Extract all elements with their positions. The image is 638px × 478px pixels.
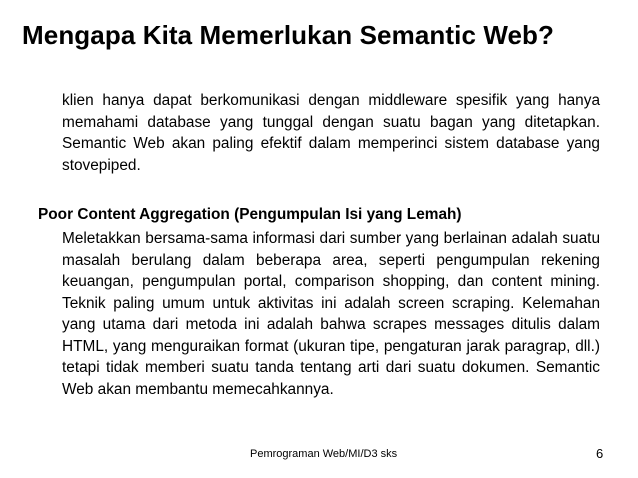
- page-number: 6: [596, 446, 604, 461]
- slide-title: Mengapa Kita Memerlukan Semantic Web?: [22, 20, 555, 50]
- footer-course-label: Pemrograman Web/MI/D3 sks: [250, 448, 398, 460]
- section-heading: Poor Content Aggregation (Pengumpulan Isi yang Lemah): [38, 206, 462, 223]
- body-paragraph-1: klien hanya dapat berkomunikasi dengan middleware spesifik yang hanya memahami database yang tunggal dengan suatu bagan yang ditetapkan. Semantic Web akan paling efektif dalam memperinci sistem database yang stovepiped.: [62, 92, 600, 174]
- body-paragraph-2: Meletakkan bersama-sama informasi dari sumber yang berlainan adalah suatu masalah berulang dalam beberapa area, seperti pengumpulan rekening keuangan, pengumpulan portal, comparison shopping, dan content mining. Teknik paling umum untuk aktivitas ini adalah screen scraping. Kelemahan yang utama dari metoda ini adalah bahwa scrapes messages ditulis dalam HTML, yang menguraikan format (ukuran tipe, pengaturan jarak paragrap, dll.) tetapi tidak memberi suatu tanda tentang arti dari suatu dokumen. Semantic Web akan membantu memecahkannya.: [62, 230, 600, 398]
